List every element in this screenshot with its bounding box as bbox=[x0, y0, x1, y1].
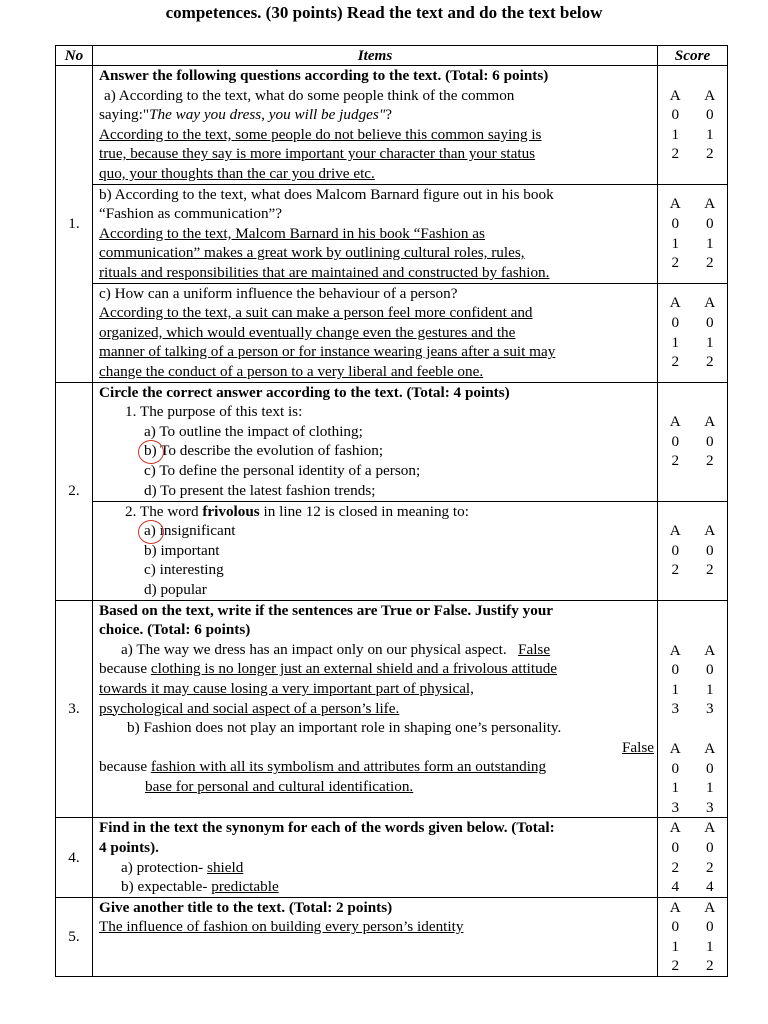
table-row bbox=[56, 897, 728, 976]
question-4 bbox=[93, 818, 658, 897]
score-cell: A 0 1 3 A 0 1 3 A 0 1 3 A 0 1 3 bbox=[658, 600, 728, 818]
verdict: False bbox=[518, 640, 551, 658]
score-cell: A 0 1 2 A 0 1 2 bbox=[658, 66, 728, 185]
question-text: “Fashion as communication”? bbox=[99, 205, 283, 223]
answer-line: The influence of fashion on building every person’s identity bbox=[99, 918, 464, 936]
table-header-row bbox=[56, 46, 728, 66]
score-cell: A 0 2 A 0 2 bbox=[658, 501, 728, 600]
score-cell: A 0 2 4 A 0 2 4 bbox=[658, 818, 728, 897]
score-cell: A 0 1 2 A 0 1 2 bbox=[658, 897, 728, 976]
page-heading: competences. (30 points) Read the text and do the text below bbox=[165, 3, 603, 22]
header-no: No bbox=[56, 46, 93, 66]
row-number: 3. bbox=[56, 600, 93, 818]
question-2b bbox=[93, 501, 658, 600]
question-2a bbox=[93, 382, 658, 501]
question-3 bbox=[93, 600, 658, 818]
statement-a: a) The way we dress has an impact only on our physical aspect. False bbox=[121, 640, 551, 658]
answer-line: quo, your thoughts than the car you drive etc. bbox=[99, 164, 375, 182]
table-row bbox=[56, 283, 728, 382]
synonym-item: a) protection- shield bbox=[121, 858, 244, 876]
questions-table bbox=[55, 45, 728, 977]
answer-line: true, because they say is more important your character than your status bbox=[99, 145, 536, 163]
answer-line: manner of talking of a person or for instance wearing jeans after a suit may bbox=[99, 343, 556, 361]
answer-line: organized, which would eventually change even the gestures and the bbox=[99, 323, 516, 341]
question-1a bbox=[93, 66, 658, 185]
score-cell: A 0 1 2 A 0 1 2 bbox=[658, 184, 728, 283]
selected-answer-circle bbox=[138, 520, 164, 544]
question-1c bbox=[93, 283, 658, 382]
option-a: a) To outline the impact of clothing; bbox=[144, 422, 363, 440]
header-score: Score bbox=[658, 46, 728, 66]
answer-line: According to the text, a suit can make a person feel more confident and bbox=[99, 304, 533, 322]
row-number: 1. bbox=[56, 66, 93, 383]
option-b: b) To describe the evolution of fashion; bbox=[99, 441, 654, 461]
question-text: 2. The word frivolous in line 12 is closed in meaning to: bbox=[125, 502, 469, 520]
section-header: Give another title to the text. (Total: 2 points) bbox=[99, 898, 393, 916]
question-text: 1. The purpose of this text is: bbox=[125, 403, 303, 421]
section-header: Circle the correct answer according to the text. (Total: 4 points) bbox=[99, 383, 510, 401]
section-header: 4 points). bbox=[99, 838, 159, 856]
table-row bbox=[56, 818, 728, 897]
option-c: c) interesting bbox=[144, 561, 224, 579]
table-row bbox=[56, 501, 728, 600]
synonym-item: b) expectable- predictable bbox=[121, 878, 279, 896]
table-row bbox=[56, 66, 728, 185]
verdict: False bbox=[621, 738, 654, 756]
table-row bbox=[56, 184, 728, 283]
question-text: b) According to the text, what does Malcom Barnard figure out in his book bbox=[99, 185, 554, 203]
header-items: Items bbox=[93, 46, 658, 66]
verdict-line bbox=[99, 738, 654, 758]
answer-line: psychological and social aspect of a person’s life. bbox=[99, 699, 400, 717]
question-text: saying:"The way you dress, you will be judges"? bbox=[99, 106, 392, 124]
score-cell: A 0 1 2 A 0 1 2 bbox=[658, 283, 728, 382]
question-text: a) According to the text, what do some people think of the common bbox=[104, 86, 515, 104]
question-5 bbox=[93, 897, 658, 976]
section-header: Based on the text, write if the sentences are True or False. Justify your bbox=[99, 601, 554, 619]
answer-line: because fashion with all its symbolism and attributes form an outstanding bbox=[99, 758, 547, 776]
section-header: Answer the following questions according to the text. (Total: 6 points) bbox=[99, 67, 549, 84]
question-text: c) How can a uniform influence the behaviour of a person? bbox=[99, 284, 458, 302]
answer-line: towards it may cause losing a very important part of physical, bbox=[99, 679, 474, 697]
row-number: 4. bbox=[56, 818, 93, 897]
table-row bbox=[56, 382, 728, 501]
option-d: d) popular bbox=[144, 580, 207, 598]
answer-line: base for personal and cultural identification. bbox=[145, 777, 414, 795]
question-1b bbox=[93, 184, 658, 283]
answer-line: rituals and responsibilities that are maintained and constructed by fashion. bbox=[99, 263, 550, 281]
answer-line: According to the text, some people do not believe this common saying is bbox=[99, 125, 542, 143]
answer-line: communication” makes a great work by outlining cultural roles, rules, bbox=[99, 244, 525, 262]
option-c: c) To define the personal identity of a person; bbox=[144, 461, 421, 479]
row-number: 2. bbox=[56, 382, 93, 600]
option-a: a) insignificant bbox=[99, 521, 654, 541]
answer-line: because clothing is no longer just an external shield and a frivolous attitude bbox=[99, 660, 558, 678]
score-cell: A 0 2 A 0 2 bbox=[658, 382, 728, 501]
option-d: d) To present the latest fashion trends; bbox=[144, 481, 376, 499]
section-header: choice. (Total: 6 points) bbox=[99, 621, 251, 639]
answer-line: According to the text, Malcom Barnard in his book “Fashion as bbox=[99, 224, 485, 242]
row-number: 5. bbox=[56, 897, 93, 976]
table-row bbox=[56, 600, 728, 818]
answer-line: change the conduct of a person to a very liberal and feeble one. bbox=[99, 362, 484, 380]
statement-b: b) Fashion does not play an important role in shaping one’s personality. bbox=[127, 719, 562, 737]
option-b: b) important bbox=[144, 541, 220, 559]
section-header: Find in the text the synonym for each of the words given below. (Total: bbox=[99, 819, 555, 837]
